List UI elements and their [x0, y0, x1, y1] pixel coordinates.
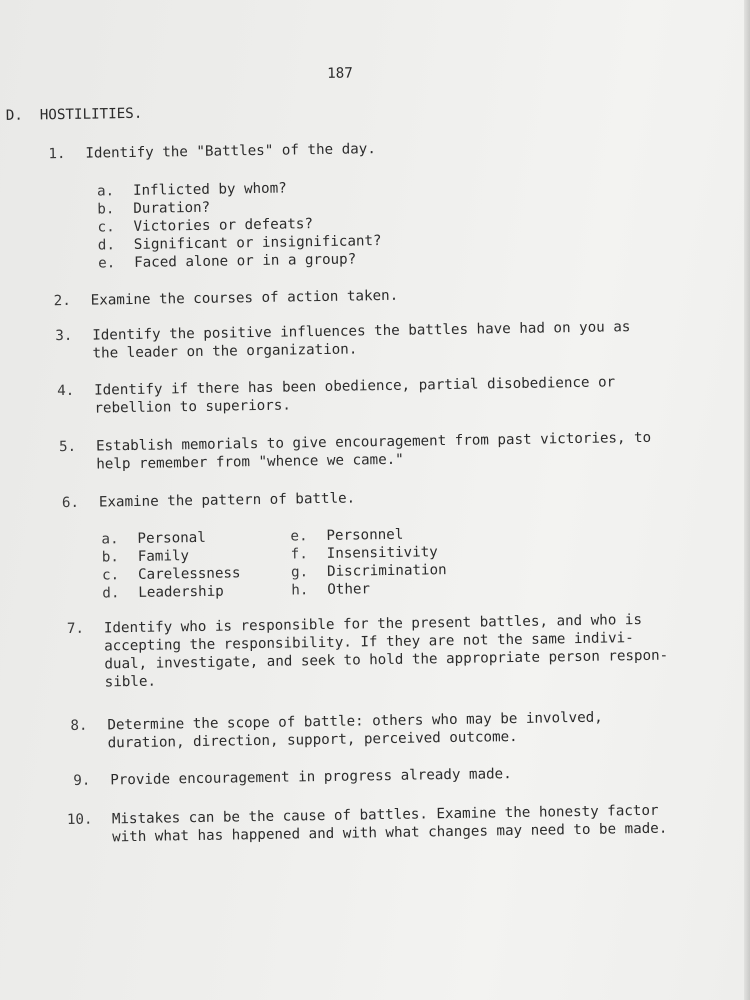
item-text-line: Mistakes can be the cause of battles. Examine the honesty factor [111, 802, 659, 828]
item-text-line: duration, direction, support, perceived outcome. [107, 728, 518, 752]
subitem-text: Duration? [133, 199, 211, 217]
item-text-line: Identify who is responsible for the present battles, and who is [103, 611, 643, 637]
item-text-line: Identify the "Battles" of the day. [85, 141, 376, 162]
subitem-letter: h. [291, 582, 309, 599]
subitem-letter: g. [290, 564, 309, 581]
item-text-line: Determine the scope of battle: others who may be involved, [107, 709, 603, 734]
subitem-letter: c. [101, 567, 120, 584]
item-text-line: Examine the pattern of battle. [98, 490, 356, 511]
subitem-text: Carelessness [137, 565, 241, 583]
item-number: 5. [58, 438, 77, 456]
subitem-text: Personnel [326, 526, 404, 544]
item-text-line: rebellion to superiors. [94, 397, 291, 417]
subitem-text: Insensitivity [326, 544, 438, 562]
subitem-text: Significant or insignificant? [133, 233, 382, 253]
item-number: 9. [73, 772, 91, 789]
subitem-letter: d. [97, 237, 116, 254]
subitem-letter: a. [101, 531, 119, 548]
subitem-letter: c. [97, 219, 115, 236]
item-number: 1. [48, 145, 66, 163]
item-text-line: Provide encouragement in progress already made. [110, 766, 512, 789]
item-text-line: Examine the courses of action taken. [90, 287, 399, 309]
subitem-text: Family [137, 548, 190, 565]
item-text-line: accepting the responsibility. If they are not the same indivi- [104, 630, 634, 655]
subitem-text: Discrimination [326, 562, 447, 580]
subitem-letter: e. [98, 255, 116, 272]
subitem-text: Other [327, 581, 371, 598]
section-label: D. [5, 107, 24, 124]
item-number: 10. [66, 811, 93, 829]
item-text-line: help remember from "whence we came." [96, 451, 404, 473]
item-text-line: Establish memorials to give encouragement from past victories, to [95, 429, 652, 455]
item-text-line: dual, investigate, and seek to hold the appropriate person respon- [104, 647, 669, 673]
subitem-letter: a. [96, 183, 115, 200]
item-number: 6. [61, 494, 80, 512]
subitem-letter: e. [290, 528, 308, 545]
subitem-letter: b. [101, 549, 119, 566]
subitem-text: Inflicted by whom? [132, 180, 287, 199]
page-number: 187 [327, 65, 353, 82]
item-number: 7. [66, 620, 85, 638]
subitem-letter: d. [102, 585, 120, 602]
item-text-line: with what has happened and with what changes may need to be made. [112, 820, 668, 846]
subitem-letter: f. [290, 546, 308, 563]
item-number: 4. [57, 382, 75, 400]
item-text-line: sible. [104, 673, 157, 691]
subitem-text: Leadership [138, 583, 224, 601]
item-number: 2. [53, 292, 71, 310]
subitem-text: Faced alone or in a group? [134, 251, 357, 271]
subitem-text: Personal [137, 529, 206, 547]
section-title: HOSTILITIES. [39, 105, 143, 124]
item-text-line: Identify if there has been obedience, partial disobedience or [94, 374, 616, 399]
item-number: 8. [70, 717, 88, 734]
subitem-letter: b. [97, 201, 115, 218]
item-text-line: the leader on the organization. [92, 341, 358, 362]
item-number: 3. [55, 327, 73, 345]
item-text-line: Identify the positive influences the battles have had on you as [92, 319, 631, 344]
subitem-text: Victories or defeats? [133, 216, 314, 235]
